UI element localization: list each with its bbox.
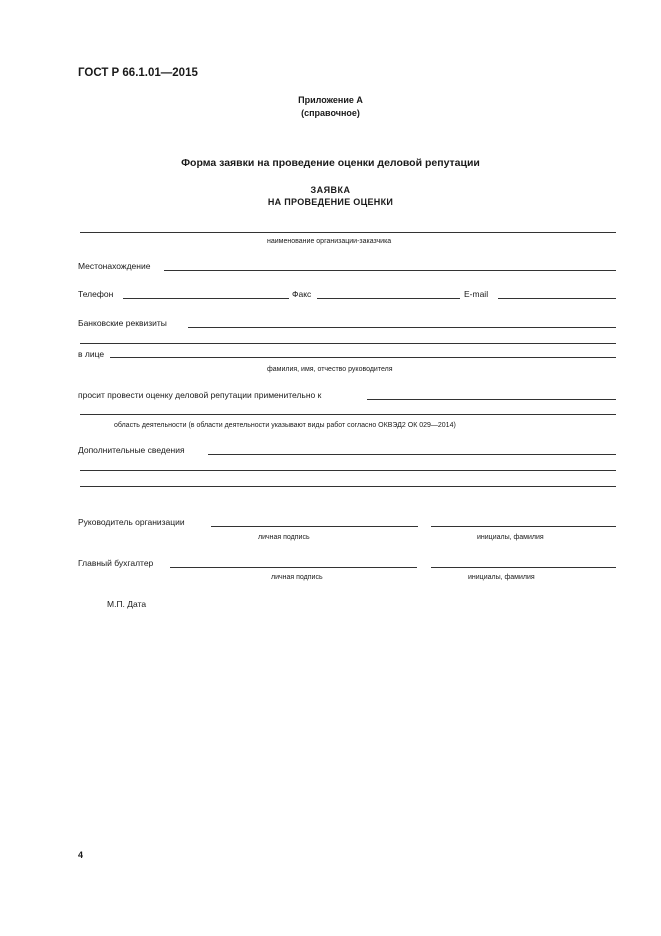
director-name-caption: инициалы, фамилия (477, 534, 544, 541)
fax-line[interactable] (317, 298, 460, 299)
additional-info-line-2[interactable] (80, 470, 616, 471)
bank-details-line-2[interactable] (80, 343, 616, 344)
accountant-sign-caption: личная подпись (271, 574, 323, 581)
accountant-name-line[interactable] (431, 567, 616, 568)
director-sign-line[interactable] (211, 526, 418, 527)
bank-details-line-1[interactable] (188, 327, 616, 328)
accountant-name-caption: инициалы, фамилия (468, 574, 535, 581)
director-label: Руководитель организации (78, 517, 185, 527)
activity-caption: область деятельности (в области деятельности указывают виды работ согласно ОКВЭД2 ОК 029—2014) (114, 422, 456, 429)
phone-line[interactable] (123, 298, 289, 299)
fax-label: Факс (292, 289, 312, 299)
additional-info-line-1[interactable] (208, 454, 616, 455)
appendix-title: Приложение А (298, 95, 363, 105)
email-line[interactable] (498, 298, 616, 299)
email-label: E-mail (464, 289, 489, 299)
stamp-date-label: М.П. Дата (107, 599, 147, 609)
location-label: Местонахождение (78, 261, 151, 271)
in-person-line[interactable] (110, 357, 616, 358)
form-title: Форма заявки на проведение оценки деловой репутации (181, 157, 480, 169)
appendix-note: (справочное) (301, 108, 360, 118)
accountant-label: Главный бухгалтер (78, 558, 154, 568)
standard-code: ГОСТ Р 66.1.01—2015 (78, 67, 198, 79)
location-line[interactable] (164, 270, 616, 271)
request-line-1[interactable] (367, 399, 616, 400)
page-number: 4 (78, 850, 84, 860)
in-person-label: в лице (78, 349, 105, 359)
org-name-line[interactable] (80, 232, 616, 233)
director-sign-caption: личная подпись (258, 534, 310, 541)
accountant-sign-line[interactable] (170, 567, 417, 568)
head-name-caption: фамилия, имя, отчество руководителя (267, 366, 393, 373)
org-name-caption: наименование организации-заказчика (267, 238, 392, 245)
request-line-2[interactable] (80, 414, 616, 415)
additional-info-line-3[interactable] (80, 486, 616, 487)
application-title: ЗАЯВКА (310, 185, 351, 195)
application-subtitle: НА ПРОВЕДЕНИЕ ОЦЕНКИ (267, 197, 394, 207)
phone-label: Телефон (78, 289, 114, 299)
bank-details-label: Банковские реквизиты (78, 318, 167, 328)
request-label: просит провести оценку деловой репутации применительно к (78, 390, 322, 400)
director-name-line[interactable] (431, 526, 616, 527)
additional-info-label: Дополнительные сведения (78, 445, 185, 455)
